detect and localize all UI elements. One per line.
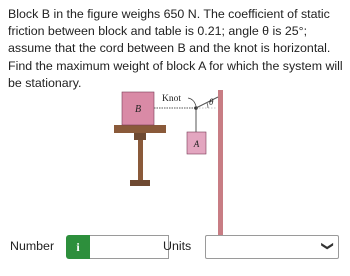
table-base bbox=[130, 180, 150, 186]
table-leg bbox=[138, 140, 143, 180]
units-dropdown[interactable] bbox=[205, 235, 339, 259]
units-label: Units bbox=[163, 239, 192, 253]
number-input[interactable] bbox=[90, 235, 169, 259]
answer-row bbox=[0, 235, 350, 259]
cord-knot-to-wall bbox=[196, 97, 218, 108]
wall bbox=[218, 90, 223, 258]
info-icon[interactable]: i bbox=[66, 235, 90, 259]
table-top bbox=[114, 125, 166, 133]
problem-statement: Block B in the figure weighs 650 N. The coefficient of static friction between block and table is 0.21; angle θ is 25°; assume that the cord between B and the knot is horizontal. Find the maximum weight of block A for which the system will be stationary. bbox=[8, 7, 343, 90]
knot-label: Knot bbox=[162, 94, 181, 104]
number-label: Number bbox=[10, 239, 55, 253]
block-a-label: A bbox=[193, 139, 200, 149]
block-b-label: B bbox=[134, 104, 142, 115]
problem-figure bbox=[108, 90, 244, 258]
knot-pointer bbox=[188, 98, 196, 106]
angle-arc bbox=[207, 103, 208, 108]
table-collar bbox=[134, 133, 146, 140]
angle-label: θ bbox=[209, 97, 214, 107]
chevron-down-icon: ❯ bbox=[320, 240, 335, 252]
